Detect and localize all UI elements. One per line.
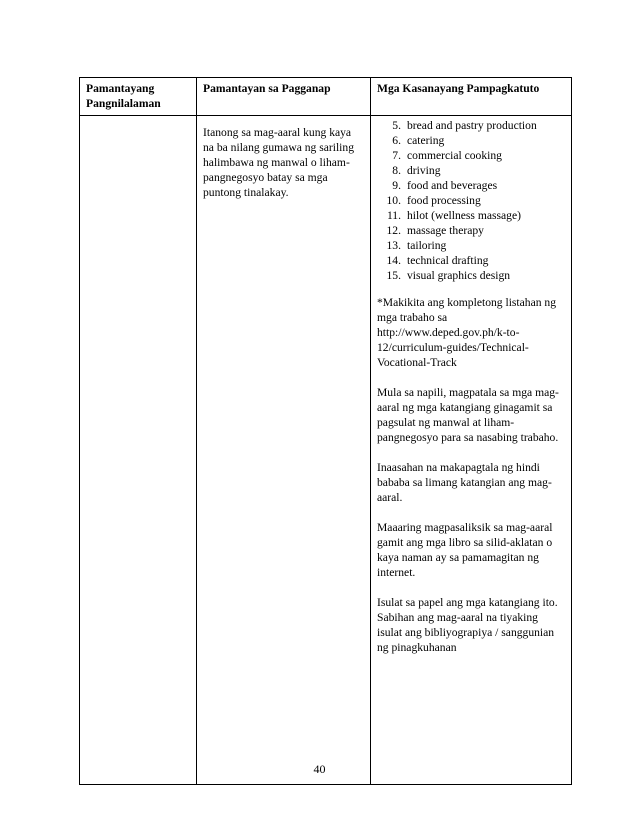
list-item [377, 238, 565, 253]
list-item-text: food processing [407, 194, 481, 207]
pampagkatuto-paragraphs [377, 295, 565, 655]
list-item [377, 178, 565, 193]
list-item-text: tailoring [407, 239, 447, 252]
page-number: 40 [313, 762, 326, 776]
table-header-row [80, 78, 572, 116]
list-item-text: visual graphics design [407, 269, 511, 282]
list-item [377, 193, 565, 208]
paragraph: Mula sa napili, magpatala sa mga mag-aaral ng mga katangiang ginagamit sa pagsulat ng manwal at liham-pangnegosyo para sa nasabing trabaho. [377, 386, 559, 444]
cell-pangnilalaman [80, 116, 197, 785]
list-item-number: 15. [386, 269, 401, 282]
list-item-text: hilot (wellness massage) [407, 209, 521, 222]
list-item-text: bread and pastry production [407, 119, 537, 132]
list-item-number: 13. [386, 239, 401, 252]
list-item-text: driving [407, 164, 441, 177]
list-item-number: 5. [392, 119, 401, 132]
list-item-text: commercial cooking [407, 149, 502, 162]
paragraph: Maaaring magpasaliksik sa mag-aaral gamit ang mga libro sa silid-aklatan o kaya naman ay sa pamamagitan ng internet. [377, 521, 553, 579]
pagganap-text: Itanong sa mag-aaral kung kaya na ba nilang gumawa ng sariling halimbawa ng manwal o liham-pangnegosyo batay sa mga puntong tinalakay. [203, 126, 355, 199]
header-mga-kasanayang-pampagkatuto: Mga Kasanayang Pampagkatuto [371, 78, 572, 116]
list-item-text: technical drafting [407, 254, 489, 267]
list-item [377, 208, 565, 223]
trade-list [377, 118, 565, 283]
list-item-number: 11. [386, 209, 401, 222]
paragraph: Isulat sa papel ang mga katangiang ito. Sabihan ang mag-aaral na tiyaking isulat ang bibliyograpiya / sanggunian ng pinagkuhanan [377, 596, 558, 654]
list-item-number: 10. [386, 194, 401, 207]
table-body-row [80, 116, 572, 785]
list-item [377, 223, 565, 238]
list-item-number: 12. [386, 224, 401, 237]
list-item-number: 14. [386, 254, 401, 267]
list-item-number: 6. [392, 134, 401, 147]
list-item [377, 148, 565, 163]
lesson-table [79, 77, 572, 785]
cell-pampagkatuto [371, 116, 572, 785]
cell-pagganap [197, 116, 371, 785]
list-item [377, 163, 565, 178]
list-item-number: 9. [392, 179, 401, 192]
header-pamantayan-sa-pagganap: Pamantayan sa Pagganap [197, 78, 371, 116]
list-item [377, 118, 565, 133]
list-item [377, 253, 565, 268]
list-item-number: 8. [392, 164, 401, 177]
list-item-text: catering [407, 134, 445, 147]
paragraph: *Makikita ang kompletong listahan ng mga trabaho sa http://www.deped.gov.ph/k-to-12/curriculum-guides/Technical-Vocational-Track [377, 296, 557, 369]
paragraph: Inaasahan na makapagtala ng hindi bababa sa limang katangian ang mag-aaral. [377, 461, 552, 504]
list-item [377, 268, 565, 283]
list-item-text: massage therapy [407, 224, 484, 237]
list-item-number: 7. [392, 149, 401, 162]
header-pamantayang-pangnilalaman: Pamantayang Pangnilalaman [80, 78, 197, 116]
list-item-text: food and beverages [407, 179, 498, 192]
list-item [377, 133, 565, 148]
